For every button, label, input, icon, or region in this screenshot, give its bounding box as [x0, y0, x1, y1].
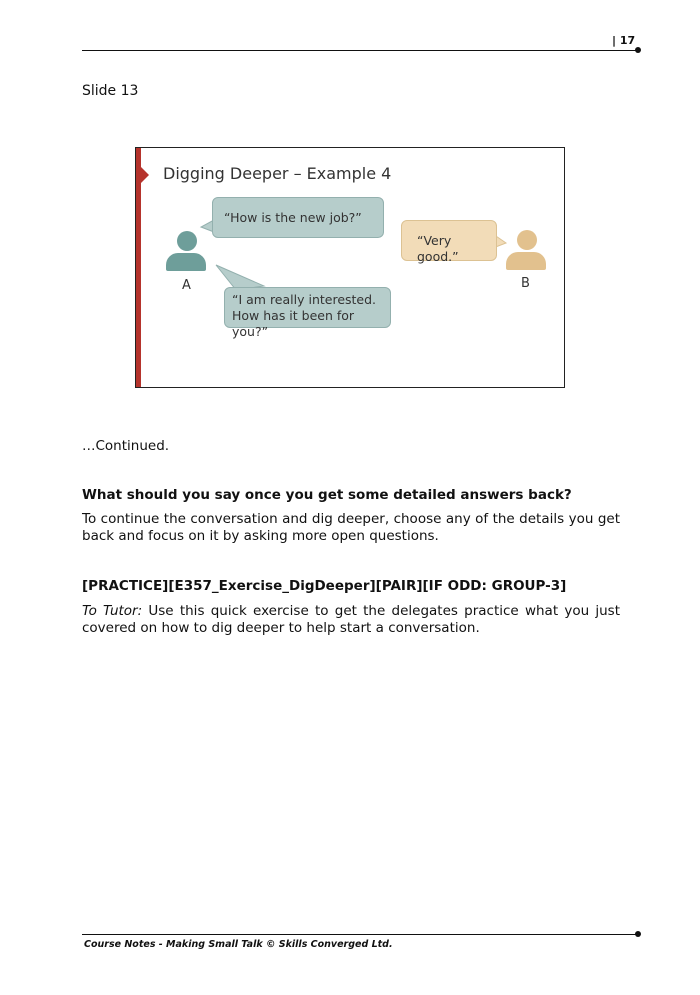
tutor-text: Use this quick exercise to get the delegates practice what you just covered on how to dig deeper to help start a conversation. — [82, 603, 620, 636]
question-heading: What should you say once you get some detailed answers back? — [82, 487, 572, 503]
person-a-icon — [166, 231, 208, 273]
continued-text: …Continued. — [82, 438, 170, 454]
answer-paragraph: To continue the conversation and dig deeper, choose any of the details you get back and focus on it by asking more open questions. — [82, 511, 620, 544]
speech-bubble-b — [401, 220, 497, 264]
speech-bubble-a2 — [224, 287, 391, 339]
page-number: | 17 — [612, 34, 636, 47]
person-b-icon — [506, 230, 548, 272]
footer-rule — [82, 934, 638, 935]
bubble-a1-text: “How is the new job?” — [224, 210, 362, 225]
bubble-a2-line2: How has it been for you?” — [232, 308, 355, 339]
speech-bubble-a1 — [212, 197, 384, 238]
slide-label: Slide 13 — [82, 83, 139, 99]
header-rule — [82, 50, 638, 51]
person-a-label: A — [182, 278, 191, 293]
bubble-b-text: “Very good.” — [417, 233, 459, 264]
person-b-label: B — [521, 276, 530, 291]
tutor-label: To Tutor: — [82, 603, 143, 619]
footer-rule-dot — [635, 931, 641, 937]
slide-title: Digging Deeper – Example 4 — [163, 164, 392, 183]
header-rule-dot — [635, 47, 641, 53]
bubble-a2-line1: “I am really interested. — [232, 292, 377, 307]
tutor-paragraph — [82, 603, 620, 637]
slide-thumbnail — [135, 147, 565, 388]
practice-tag: [PRACTICE][E357_Exercise_DigDeeper][PAIR][IF ODD: GROUP-3] — [82, 578, 567, 594]
footer-text: Course Notes - Making Small Talk © Skills Converged Ltd. — [84, 939, 393, 950]
